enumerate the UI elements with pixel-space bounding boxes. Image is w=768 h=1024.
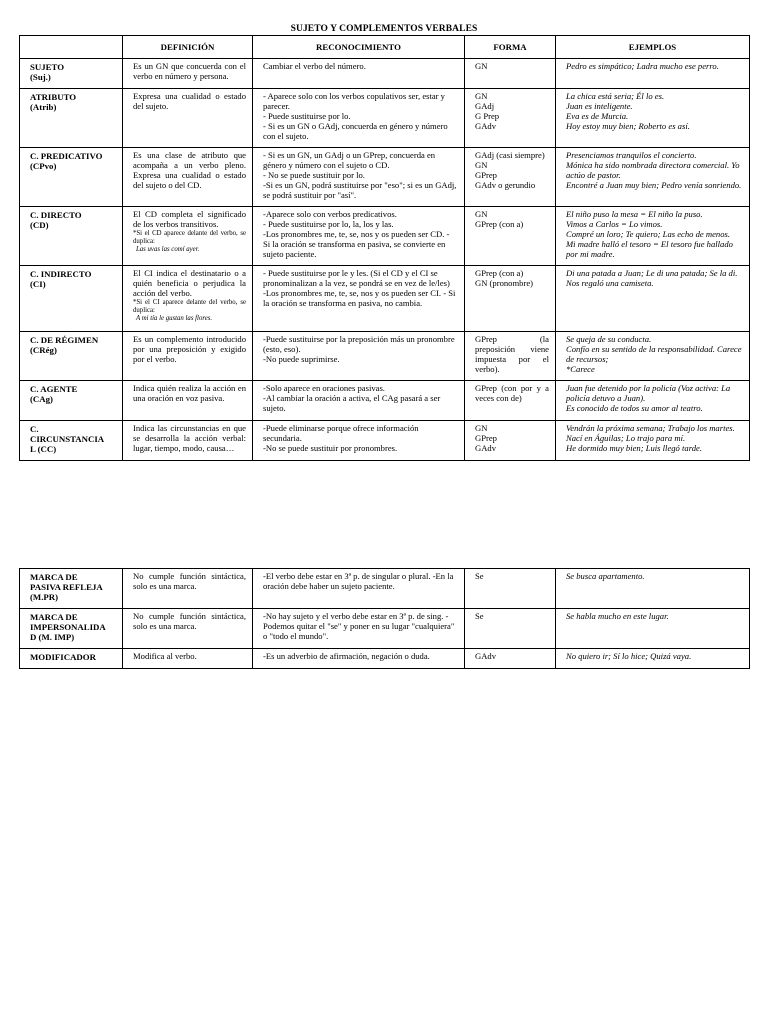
form-cell <box>465 381 556 421</box>
cell-text: GN (pronombre) <box>475 277 533 288</box>
cell-text: Modifica al verbo. <box>133 651 197 661</box>
examples-cell <box>556 332 750 381</box>
cell-text: Cambiar el verbo del número. <box>263 61 366 71</box>
cell-text: El niño puso la mesa = El niño la puso. <box>566 209 703 219</box>
header-reconocimiento: RECONOCIMIENTO <box>253 36 465 59</box>
cell-text: GPrep <box>475 169 497 180</box>
cell-text: - Puede sustituirse por le y les. (Si el CD y el CI se pronominalizan a la vez, se pondrá se en vez de le/les) <box>263 268 450 288</box>
definition-cell <box>123 609 253 649</box>
row-label-line: ATRIBUTO <box>30 92 77 102</box>
header-definicion: DEFINICIÓN <box>123 36 253 59</box>
form-cell <box>465 332 556 381</box>
recognition-cell <box>253 649 465 669</box>
cell-text: Es un GN que concuerda con el verbo en número y persona. <box>133 61 246 81</box>
examples-cell <box>556 207 750 266</box>
table-row <box>20 59 750 89</box>
examples-cell <box>556 266 750 332</box>
row-label-cell <box>20 148 123 207</box>
cell-text: GAdj <box>475 100 495 111</box>
cell-text: El CD completa el significado de los verbos transitivos. <box>133 209 246 229</box>
recognition-cell <box>253 89 465 148</box>
row-label-cell <box>20 381 123 421</box>
cell-text: - No se puede sustituir por lo. <box>263 169 365 180</box>
cell-text: Confío en su sentido de la responsabilidad. Carece de recursos; <box>566 343 742 364</box>
row-label-line: SUJETO <box>30 62 65 72</box>
cell-text: Se queja de su conducta. <box>566 334 652 344</box>
cell-text: -Los pronombres me, te, se, nos y os pueden ser CD. - Si la oración se transforma en pasiva, se convierte en sujeto paciente. <box>263 228 450 259</box>
cell-text: Mi madre halló el tesoro = El tesoro fue hallado por mi madre. <box>566 238 733 259</box>
row-label-line: MARCA DE <box>30 612 78 622</box>
cell-text: La chica está seria; Él lo es. <box>566 91 665 101</box>
cell-text: Las uvas las comí ayer. <box>136 245 200 253</box>
cell-text: -No hay sujeto y el verbo debe estar en 3ª p. de sing. -Podemos quitar el "se" y poner en su lugar "cualquiera" o "todo el mundo". <box>263 611 455 641</box>
recognition-cell <box>253 148 465 207</box>
cell-text: Nos regaló una camiseta. <box>566 277 654 288</box>
secondary-table <box>19 568 750 669</box>
table-row <box>20 332 750 381</box>
cell-text: GPrep (con a) <box>475 268 524 278</box>
row-label-line: (CAg) <box>30 394 53 405</box>
cell-text: - Si es un GN o GAdj, concuerda en género y número con el sujeto. <box>263 120 448 141</box>
definition-cell <box>123 649 253 669</box>
examples-cell <box>556 59 750 89</box>
cell-text: -El verbo debe estar en 3ª p. de singular o plural. -En la oración debe haber un sujeto paciente. <box>263 571 454 591</box>
examples-cell <box>556 381 750 421</box>
row-label-line: C. AGENTE <box>30 384 78 394</box>
cell-text: No cumple función sintáctica, solo es una marca. <box>133 611 246 631</box>
cell-text: GN <box>475 159 488 170</box>
header-ejemplos: EJEMPLOS <box>556 36 750 59</box>
definition-cell <box>123 207 253 266</box>
cell-text: Es un complemento introducido por una preposición y exigido por el verbo. <box>133 334 246 364</box>
cell-text: -Los pronombres me, te, se, nos y os pueden ser CI. - Si la oración se transforma en pasiva, no cambia. <box>263 287 456 308</box>
row-label-line: IMPERSONALIDA <box>30 622 106 633</box>
cell-text: GAdv <box>475 120 497 131</box>
cell-text: - Si es un GN, un GAdj o un GPrep, concuerda en género y número con el sujeto o CD. <box>263 150 436 170</box>
row-label-cell <box>20 266 123 332</box>
cell-text: Vendrán la próxima semana; Trabajo los martes. Nací en Águilas; Lo trajo para mí. <box>566 423 735 443</box>
table-row <box>20 421 750 461</box>
row-label-line: D (M. IMP) <box>30 632 75 643</box>
cell-text: GPrep (con por y a veces con de) <box>475 383 549 403</box>
header-forma: FORMA <box>465 36 556 59</box>
definition-cell <box>123 381 253 421</box>
cell-text: - Puede sustituirse por lo, la, los y las. <box>263 218 394 229</box>
definition-cell <box>123 569 253 609</box>
header-empty <box>20 36 123 59</box>
cell-text: -Solo aparece en oraciones pasivas. <box>263 383 385 393</box>
form-cell <box>465 207 556 266</box>
form-cell <box>465 569 556 609</box>
examples-cell <box>556 89 750 148</box>
row-label-line: L (CC) <box>30 444 57 455</box>
header-row <box>20 36 750 59</box>
cell-text: A mi tía le gustan las flores. <box>136 314 213 322</box>
cell-text: GN <box>475 91 488 101</box>
cell-text: G Prep <box>475 110 500 121</box>
cell-text: GAdv o gerundio <box>475 179 536 190</box>
examples-cell <box>556 649 750 669</box>
cell-text: GAdv <box>475 442 497 453</box>
row-label-cell <box>20 421 123 461</box>
cell-text: Es conocido de todos su amor al teatro. <box>566 402 703 413</box>
row-label-line: (Suj.) <box>30 72 51 83</box>
cell-text: He dormido muy bien; Luis llegó tarde. <box>566 442 702 453</box>
table-row <box>20 609 750 649</box>
row-label-line: C. DE RÉGIMEN <box>30 335 99 345</box>
cell-text: GPrep <box>475 432 497 443</box>
row-label-line: (Atrib) <box>30 102 57 113</box>
cell-text: El CI indica el destinatario o a quién beneficia o perjudica la acción del verbo. <box>133 268 246 298</box>
row-label-cell <box>20 59 123 89</box>
form-cell <box>465 266 556 332</box>
cell-text: Indica las circunstancias en que se desarrolla la acción verbal: lugar, tiempo, modo, causa… <box>133 423 246 453</box>
row-label-line: C. DIRECTO <box>30 210 82 220</box>
table-row <box>20 89 750 148</box>
form-cell <box>465 59 556 89</box>
main-table <box>19 35 750 461</box>
cell-text: Compré un loro; Te quiero; Las echo de menos. <box>566 228 730 239</box>
table-row <box>20 569 750 609</box>
cell-text: -Es un adverbio de afirmación, negación o duda. <box>263 651 430 661</box>
cell-text: Di una patada a Juan; Le di una patada; Se la di. <box>566 268 738 278</box>
recognition-cell <box>253 266 465 332</box>
examples-cell <box>556 609 750 649</box>
recognition-cell <box>253 381 465 421</box>
table-row <box>20 207 750 266</box>
cell-text: -No se puede sustituir por pronombres. <box>263 442 398 453</box>
definition-cell <box>123 59 253 89</box>
cell-text: Es una clase de atributo que acompaña a un verbo pleno. Expresa una cualidad o estado del sujeto o del CD. <box>133 150 246 190</box>
cell-text: *Si el CI aparece delante del verbo, se duplica: <box>133 298 246 314</box>
row-label-line: (CRég) <box>30 345 57 356</box>
cell-text: GN <box>475 209 488 219</box>
definition-cell <box>123 421 253 461</box>
form-cell <box>465 649 556 669</box>
recognition-cell <box>253 332 465 381</box>
definition-cell <box>123 266 253 332</box>
row-label-line: CIRCUNSTANCIA <box>30 434 105 445</box>
cell-text: -Puede eliminarse porque ofrece información secundaria. <box>263 423 419 443</box>
cell-text: No cumple función sintáctica, solo es una marca. <box>133 571 246 591</box>
row-label-line: (CI) <box>30 279 46 290</box>
cell-text: Juan es inteligente. <box>566 100 633 111</box>
examples-cell <box>556 421 750 461</box>
cell-text: GAdj (casi siempre) <box>475 150 545 160</box>
recognition-cell <box>253 59 465 89</box>
row-label-line: MARCA DE <box>30 572 78 582</box>
row-label-line: (CPvo) <box>30 161 57 172</box>
row-label-line: C. INDIRECTO <box>30 269 92 279</box>
table-row <box>20 266 750 332</box>
row-label-line: C. <box>30 424 39 434</box>
cell-text: Presenciamos tranquilos el concierto. <box>566 150 697 160</box>
row-label-cell <box>20 649 123 669</box>
table-row <box>20 381 750 421</box>
row-label-cell <box>20 569 123 609</box>
row-label-cell <box>20 609 123 649</box>
cell-text: *Carece <box>566 363 595 374</box>
cell-text: Encontré a Juan muy bien; Pedro venía sonriendo. <box>566 179 742 190</box>
recognition-cell <box>253 207 465 266</box>
cell-text: -Si es un GN, podrá sustituirse por "eso"; si es un GAdj, se podrá sustituir por "así". <box>263 179 457 200</box>
cell-text: GPrep (con a) <box>475 218 524 229</box>
cell-text: Eva es de Murcia. <box>566 110 629 121</box>
cell-text: Hoy estoy muy bien; Roberto es así. <box>566 120 690 131</box>
form-cell <box>465 609 556 649</box>
cell-text: Indica quién realiza la acción en una oración en voz pasiva. <box>133 383 246 403</box>
row-label-line: (M.PR) <box>30 592 59 603</box>
cell-text: -Puede sustituirse por la preposición más un pronombre (esto, eso). <box>263 334 455 354</box>
cell-text: Pedro es simpático; Ladra mucho ese perro. <box>566 61 719 71</box>
form-cell <box>465 421 556 461</box>
cell-text: GN <box>475 423 488 433</box>
definition-cell <box>123 332 253 381</box>
cell-text: Vimos a Carlos = Lo vimos. <box>566 218 663 229</box>
document-title: SUJETO Y COMPLEMENTOS VERBALES <box>290 24 478 34</box>
row-label-cell <box>20 332 123 381</box>
table-row <box>20 649 750 669</box>
cell-text: -Al cambiar la oración a activa, el CAg pasará a ser sujeto. <box>263 392 441 413</box>
cell-text: Mónica ha sido nombrada directora comercial. Yo actúo de pastor. <box>566 159 740 180</box>
cell-text: GPrep (la preposición viene impuesta por el verbo). <box>475 334 549 374</box>
cell-text: - Aparece solo con los verbos copulativos ser, estar y parecer. <box>263 91 445 111</box>
cell-text: -No puede suprimirse. <box>263 353 340 364</box>
row-label-cell <box>20 207 123 266</box>
cell-text: - Puede sustituirse por lo. <box>263 110 351 121</box>
recognition-cell <box>253 609 465 649</box>
table-row <box>20 148 750 207</box>
cell-text: Se <box>475 571 484 581</box>
definition-cell <box>123 148 253 207</box>
definition-cell <box>123 89 253 148</box>
cell-text: No quiero ir; Sí lo hice; Quizá vaya. <box>566 651 692 661</box>
row-label-line: (CD) <box>30 220 49 231</box>
cell-text: -Aparece solo con verbos predicativos. <box>263 209 397 219</box>
recognition-cell <box>253 421 465 461</box>
recognition-cell <box>253 569 465 609</box>
cell-text: GN <box>475 61 488 71</box>
examples-cell <box>556 569 750 609</box>
row-label-cell <box>20 89 123 148</box>
cell-text: Se busca apartamento. <box>566 571 645 581</box>
row-label-line: MODIFICADOR <box>30 652 96 662</box>
row-label-line: C. PREDICATIVO <box>30 151 103 161</box>
form-cell <box>465 148 556 207</box>
cell-text: Se habla mucho en este lugar. <box>566 611 669 621</box>
cell-text: Expresa una cualidad o estado del sujeto. <box>133 91 246 111</box>
cell-text: Juan fue detenido por la policía (Voz activa: La policía detuvo a Juan). <box>566 383 731 403</box>
row-label-line: PASIVA REFLEJA <box>30 582 103 593</box>
cell-text: GAdv <box>475 651 497 661</box>
examples-cell <box>556 148 750 207</box>
cell-text: *Si el CD aparece delante del verbo, se duplica: <box>133 229 246 245</box>
form-cell <box>465 89 556 148</box>
cell-text: Se <box>475 611 484 621</box>
